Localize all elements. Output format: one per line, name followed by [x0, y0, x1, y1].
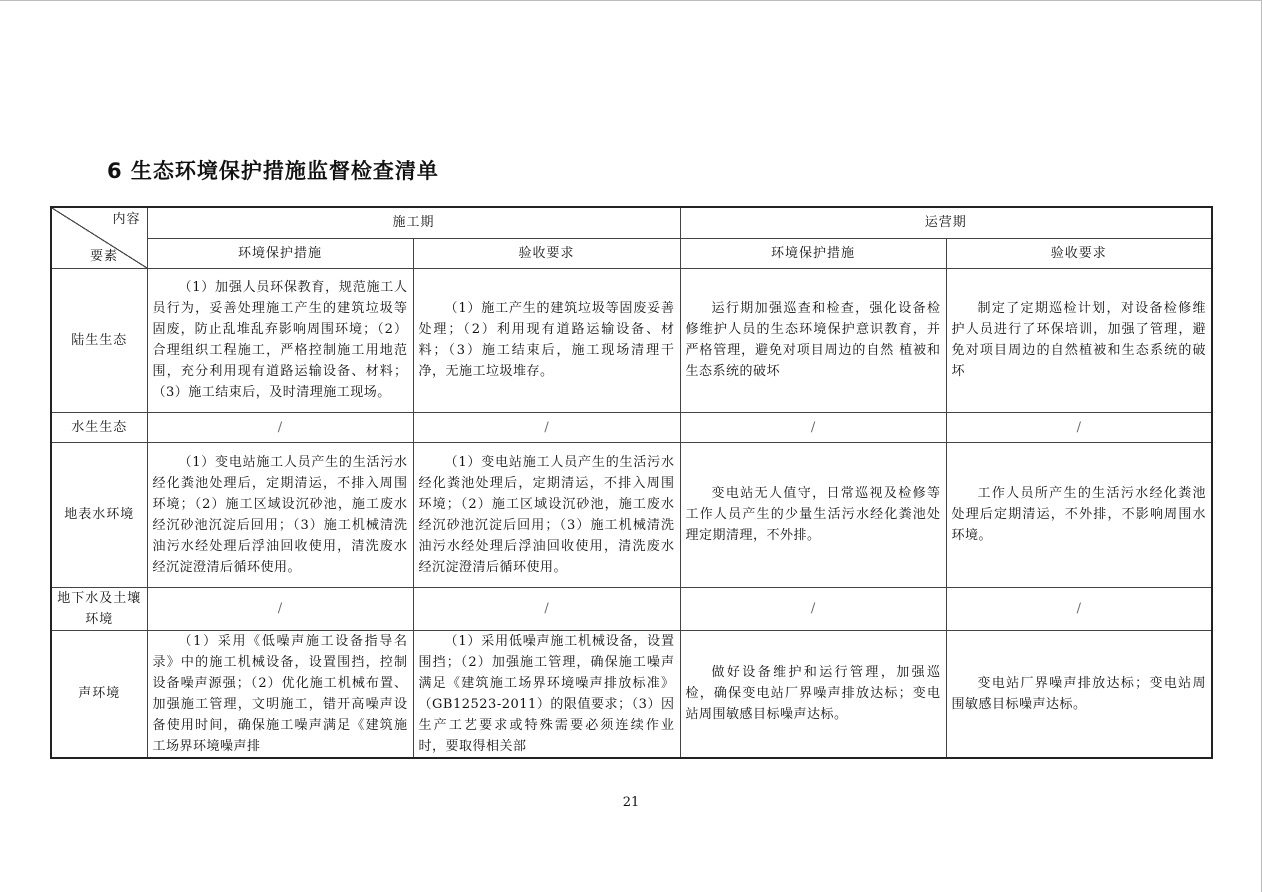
- row-factor-groundwater-soil: 地下水及土壤环境: [51, 587, 147, 630]
- construction-acceptance-header: 验收要求: [413, 238, 680, 268]
- corner-label-factor: 要素: [90, 248, 119, 264]
- table-cell: /: [946, 587, 1212, 630]
- table-cell: /: [147, 412, 413, 442]
- operation-period-header: 运营期: [680, 207, 1212, 238]
- corner-header-cell: [51, 207, 147, 268]
- construction-period-header: 施工期: [147, 207, 680, 238]
- table-cell: （1）变电站施工人员产生的生活污水经化粪池处理后，定期清运，不排入周围环境；（2）施工区域设沉砂池，施工废水经沉砂池沉淀后回用；（3）施工机械清洗油污水经处理后浮油回收使用，清洗废水经沉淀澄清后循环使用。: [413, 442, 680, 587]
- row-factor-surface-water: 地表水环境: [51, 442, 147, 587]
- table-cell: 制定了定期巡检计划，对设备检修维护人员进行了环保培训，加强了管理，避免对项目周边的自然植被和生态系统的破坏: [946, 268, 1212, 412]
- page-border-top: [0, 0, 1262, 1]
- row-factor-acoustic-environment: 声环境: [51, 630, 147, 758]
- table-cell: /: [413, 412, 680, 442]
- inspection-checklist-table: [50, 206, 1213, 759]
- table-row: [51, 412, 1212, 442]
- table-cell: 变电站厂界噪声排放达标；变电站周围敏感目标噪声达标。: [946, 630, 1212, 758]
- table-cell: /: [946, 412, 1212, 442]
- period-header-row: [51, 207, 1212, 238]
- construction-measures-header: 环境保护措施: [147, 238, 413, 268]
- table-cell: （1）采用低噪声施工机械设备，设置围挡；（2）加强施工管理，确保施工噪声满足《建筑施工场界环境噪声排放标准》（GB12523-2011）的限值要求；（3）因生产工艺要求或特殊需要必须连续作业时，要取得相关部: [413, 630, 680, 758]
- table-row: [51, 587, 1212, 630]
- table-cell: （1）施工产生的建筑垃圾等固废妥善处理；（2）利用现有道路运输设备、材料；（3）施工结束后，施工现场清理干净，无施工垃圾堆存。: [413, 268, 680, 412]
- row-factor-terrestrial-ecology: 陆生生态: [51, 268, 147, 412]
- page-number: 21: [622, 795, 640, 810]
- table-cell: （1）加强人员环保教育，规范施工人员行为，妥善处理施工产生的建筑垃圾等固废，防止乱堆乱弃影响周围环境；（2）合理组织工程施工，严格控制施工用地范围，充分利用现有道路运输设备、材料；（3）施工结束后，及时清理施工现场。: [147, 268, 413, 412]
- table-cell: 工作人员所产生的生活污水经化粪池处理后定期清运，不外排，不影响周围水环境。: [946, 442, 1212, 587]
- sub-header-row: [51, 238, 1212, 268]
- table-row: [51, 268, 1212, 412]
- operation-measures-header: 环境保护措施: [680, 238, 946, 268]
- table-cell: （1）采用《低噪声施工设备指导名录》中的施工机械设备，设置围挡，控制设备噪声源强；（2）优化施工机械布置、加强施工管理，文明施工，错开高噪声设备使用时间，确保施工噪声满足《建筑施工场界环境噪声排: [147, 630, 413, 758]
- table-cell: /: [413, 587, 680, 630]
- table-row: [51, 630, 1212, 758]
- table-cell: /: [680, 587, 946, 630]
- table-cell: 变电站无人值守，日常巡视及检修等工作人员产生的少量生活污水经化粪池处理定期清理，不外排。: [680, 442, 946, 587]
- row-factor-aquatic-ecology: 水生生态: [51, 412, 147, 442]
- table-cell: （1）变电站施工人员产生的生活污水经化粪池处理后，定期清运，不排入周围环境；（2）施工区域设沉砂池，施工废水经沉砂池沉淀后回用；（3）施工机械清洗油污水经处理后浮油回收使用，清洗废水经沉淀澄清后循环使用。: [147, 442, 413, 587]
- table-row: [51, 442, 1212, 587]
- operation-acceptance-header: 验收要求: [946, 238, 1212, 268]
- corner-label-content: 内容: [112, 212, 141, 227]
- table-cell: 做好设备维护和运行管理，加强巡检，确保变电站厂界噪声排放达标；变电站周围敏感目标噪声达标。: [680, 630, 946, 758]
- table-cell: 运行期加强巡查和检查，强化设备检修维护人员的生态环境保护意识教育，并严格管理，避免对项目周边的自然 植被和生态系统的破坏: [680, 268, 946, 412]
- document-title: 6 生态环境保护措施监督检查清单: [107, 159, 439, 183]
- table-cell: /: [680, 412, 946, 442]
- table-cell: /: [147, 587, 413, 630]
